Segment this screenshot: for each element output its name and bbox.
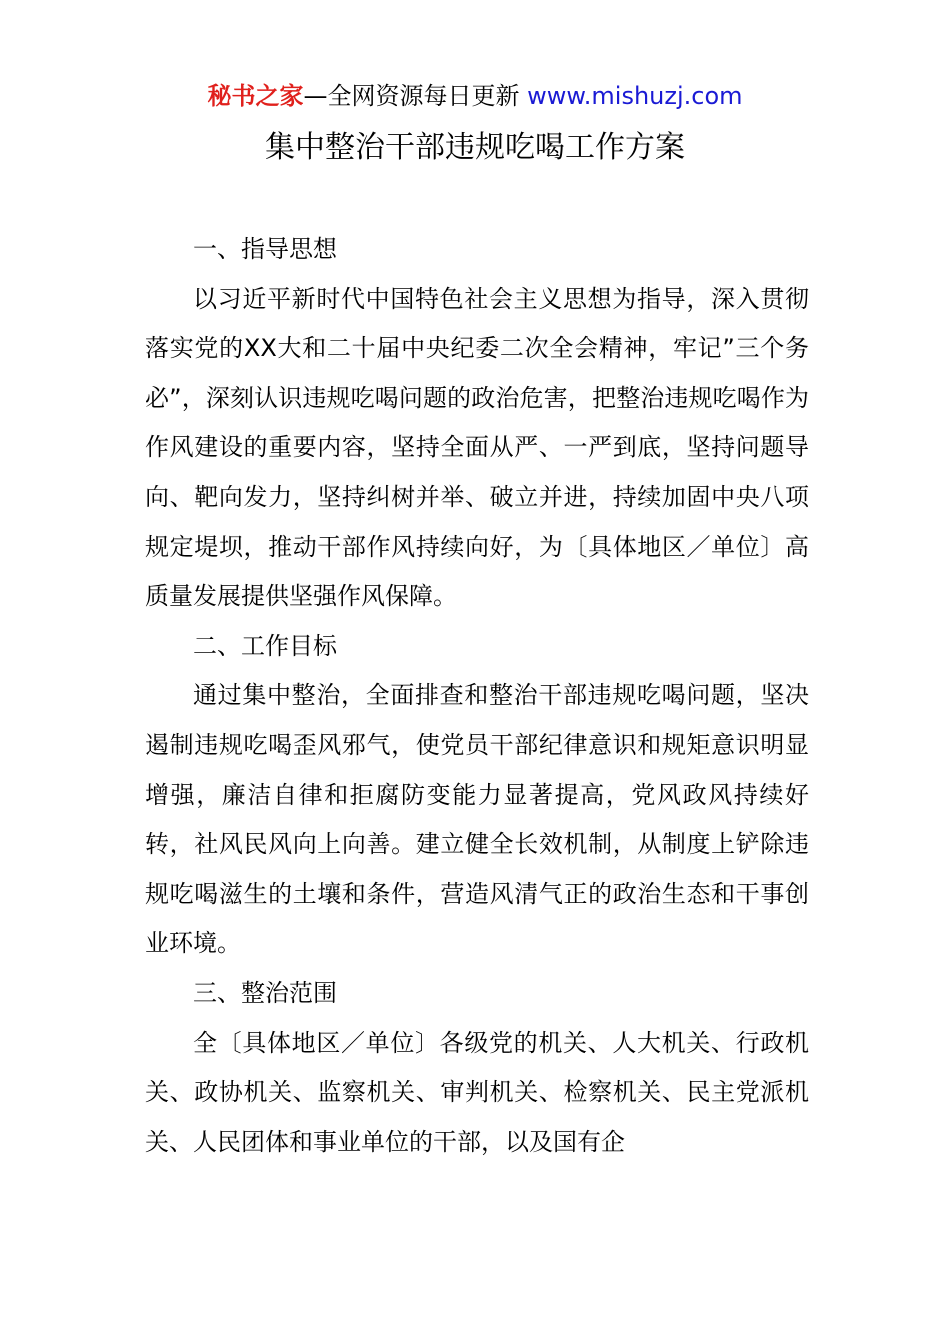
- section-paragraph-guiding-ideology: 以习近平新时代中国特色社会主义思想为指导，深入贯彻落实党的XX大和二十届中央纪委二次全会精神，牢记”三个务必”，深刻认识违规吃喝问题的政治危害，把整治违规吃喝作为作风建设的重要内容，坚持全面从严、一严到底，坚持问题导向、靶向发力，坚持纠树并举、破立并进，持续加固中央八项规定堤坝，推动干部作风持续向好，为〔具体地区／单位〕高质量发展提供坚强作风保障。: [145, 284, 809, 611]
- section-heading-scope: 三、整治范围: [193, 978, 337, 1007]
- brand-name: 秘书之家: [207, 82, 304, 110]
- site-tagline: —全网资源每日更新: [303, 82, 528, 110]
- site-header: [0, 80, 950, 112]
- section-heading-guiding-ideology: 一、指导思想: [193, 235, 337, 263]
- section-paragraph-work-goals: 通过集中整治，全面排查和整治干部违规吃喝问题，坚决遏制违规吃喝歪风邪气，使党员干部纪律意识和规矩意识明显增强，廉洁自律和拒腐防变能力显著提高，党风政风持续好转，社风民风向上向善。建立健全长效机制，从制度上铲除违规吃喝滋生的土壤和条件，营造风清气正的政治生态和干事创业环境。: [145, 681, 809, 958]
- section-heading-work-goals: 二、工作目标: [193, 631, 337, 660]
- section-paragraph-scope: 全〔具体地区／单位〕各级党的机关、人大机关、行政机关、政协机关、监察机关、审判机关、检察机关、民主党派机关、人民团体和事业单位的干部，以及国有企: [145, 1028, 809, 1156]
- document-title: 集中整治干部违规吃喝工作方案: [265, 130, 685, 165]
- document-body: [145, 225, 809, 1167]
- site-url-link[interactable]: www.mishuzj.com: [527, 82, 743, 110]
